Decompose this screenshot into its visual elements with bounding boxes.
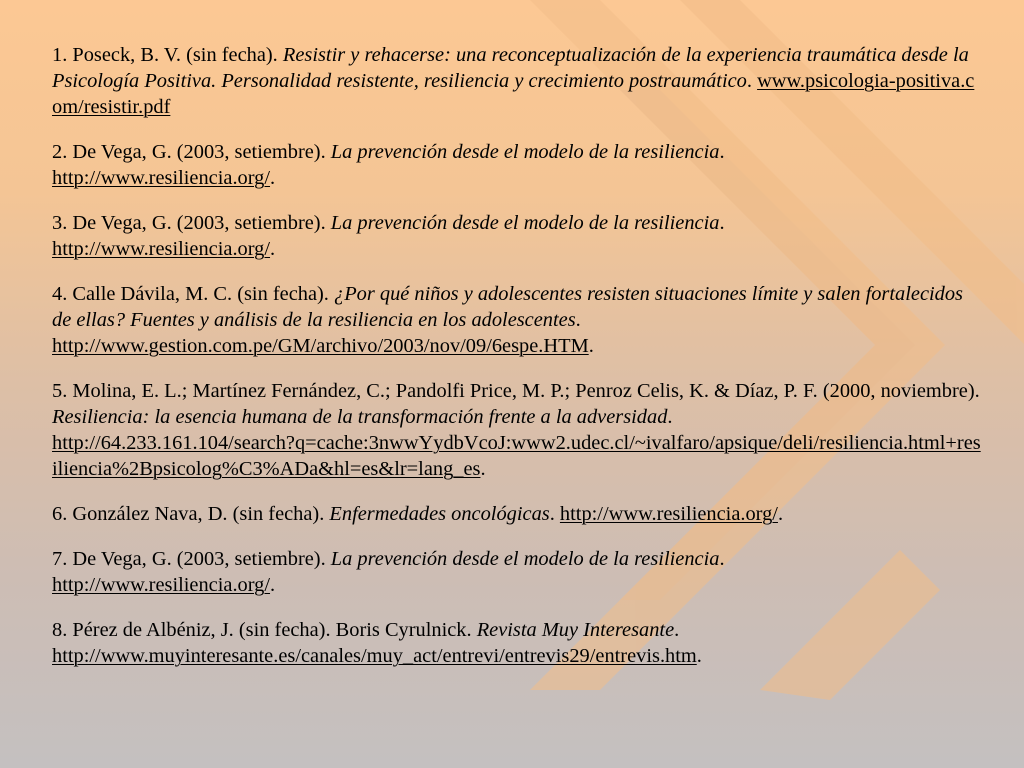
reference-link[interactable]: http://www.resiliencia.org/ [52, 167, 271, 189]
reference-title: Resistir y rehacerse: una reconceptualización de la experiencia traumática desde la Psicología Positiva. Personalidad resistente, resiliencia y crecimiento postraumático [52, 44, 969, 92]
reference-item: 1. Poseck, B. V. (sin fecha). Resistir y rehacerse: una reconceptualización de la experiencia traumática desde la Psicología Positiva. Personalidad resistente, resiliencia y crecimiento postraumático. www.psicologia-positiva.com/resistir.pdf [52, 44, 975, 118]
reference-citation: 3. De Vega, G. (2003, setiembre). [52, 212, 331, 234]
reference-link[interactable]: www.psicologia-positiva.com/resistir.pdf [52, 70, 975, 118]
reference-title: Revista Muy Interesante [476, 619, 675, 641]
reference-citation: 1. Poseck, B. V. (sin fecha). [52, 44, 283, 66]
reference-citation: 2. De Vega, G. (2003, setiembre). [52, 141, 331, 163]
reference-link[interactable]: http://www.resiliencia.org/ [52, 238, 271, 260]
reference-link[interactable]: http://64.233.161.104/search?q=cache:3nwwYydbVcoJ:www2.udec.cl/~ivalfaro/apsique/deli/resiliencia.html+resiliencia%2Bpsicolog%C3%ADa&hl=es&lr=lang_es [52, 432, 981, 480]
reference-citation: 6. González Nava, D. (sin fecha). [52, 503, 330, 525]
reference-link[interactable]: http://www.gestion.com.pe/GM/archivo/2003/nov/09/6espe.HTM [52, 335, 589, 357]
reference-item: 8. Pérez de Albéniz, J. (sin fecha). Boris Cyrulnick. Revista Muy Interesante. http://www.muyinteresante.es/canales/muy_act/entrevi/entrevis29/entrevis.htm. [52, 619, 702, 667]
reference-list [52, 42, 982, 688]
reference-item: 7. De Vega, G. (2003, setiembre). La prevención desde el modelo de la resiliencia. http://www.resiliencia.org/. [52, 548, 725, 596]
reference-citation: 4. Calle Dávila, M. C. (sin fecha). [52, 283, 334, 305]
reference-title: La prevención desde el modelo de la resiliencia [330, 548, 720, 570]
reference-item: 3. De Vega, G. (2003, setiembre). La prevención desde el modelo de la resiliencia. http://www.resiliencia.org/. [52, 212, 725, 260]
reference-link[interactable]: http://www.resiliencia.org/ [559, 503, 778, 525]
reference-title: La prevención desde el modelo de la resiliencia [330, 212, 720, 234]
reference-link[interactable]: http://www.muyinteresante.es/canales/muy_act/entrevi/entrevis29/entrevis.htm [52, 645, 697, 667]
reference-title: Resiliencia: la esencia humana de la transformación frente a la adversidad [52, 406, 668, 428]
reference-title: La prevención desde el modelo de la resiliencia [330, 141, 720, 163]
reference-item: 2. De Vega, G. (2003, setiembre). La prevención desde el modelo de la resiliencia. http://www.resiliencia.org/. [52, 141, 725, 189]
reference-item: 6. González Nava, D. (sin fecha). Enfermedades oncológicas. http://www.resiliencia.org/. [52, 503, 784, 525]
reference-item: 5. Molina, E. L.; Martínez Fernández, C.; Pandolfi Price, M. P.; Penroz Celis, K. & Díaz, P. F. (2000, noviembre). Resiliencia: la esencia humana de la transformación frente a la adversidad. http://64.233.161.104/search?q=cache:3nwwYydbVcoJ:www2.udec.cl/~ivalfaro/apsique/deli/resiliencia.html+resiliencia%2Bpsicolog%C3%ADa&hl=es&lr=lang_es. [52, 380, 981, 480]
reference-title: Enfermedades oncológicas [329, 503, 550, 525]
reference-item: 4. Calle Dávila, M. C. (sin fecha). ¿Por qué niños y adolescentes resisten situaciones límite y salen fortalecidos de ellas? Fuentes y análisis de la resiliencia en los adolescentes. http://www.gestion.com.pe/GM/archivo/2003/nov/09/6espe.HTM. [52, 283, 963, 357]
reference-citation: 5. Molina, E. L.; Martínez Fernández, C.; Pandolfi Price, M. P.; Penroz Celis, K. & Díaz, P. F. (2000, noviembre). [52, 380, 980, 402]
reference-citation: 8. Pérez de Albéniz, J. (sin fecha). Boris Cyrulnick. [52, 619, 477, 641]
reference-citation: 7. De Vega, G. (2003, setiembre). [52, 548, 331, 570]
reference-link[interactable]: http://www.resiliencia.org/ [52, 574, 271, 596]
reference-title: ¿Por qué niños y adolescentes resisten situaciones límite y salen fortalecidos de ellas? Fuentes y análisis de la resiliencia en los adolescentes [52, 283, 963, 331]
